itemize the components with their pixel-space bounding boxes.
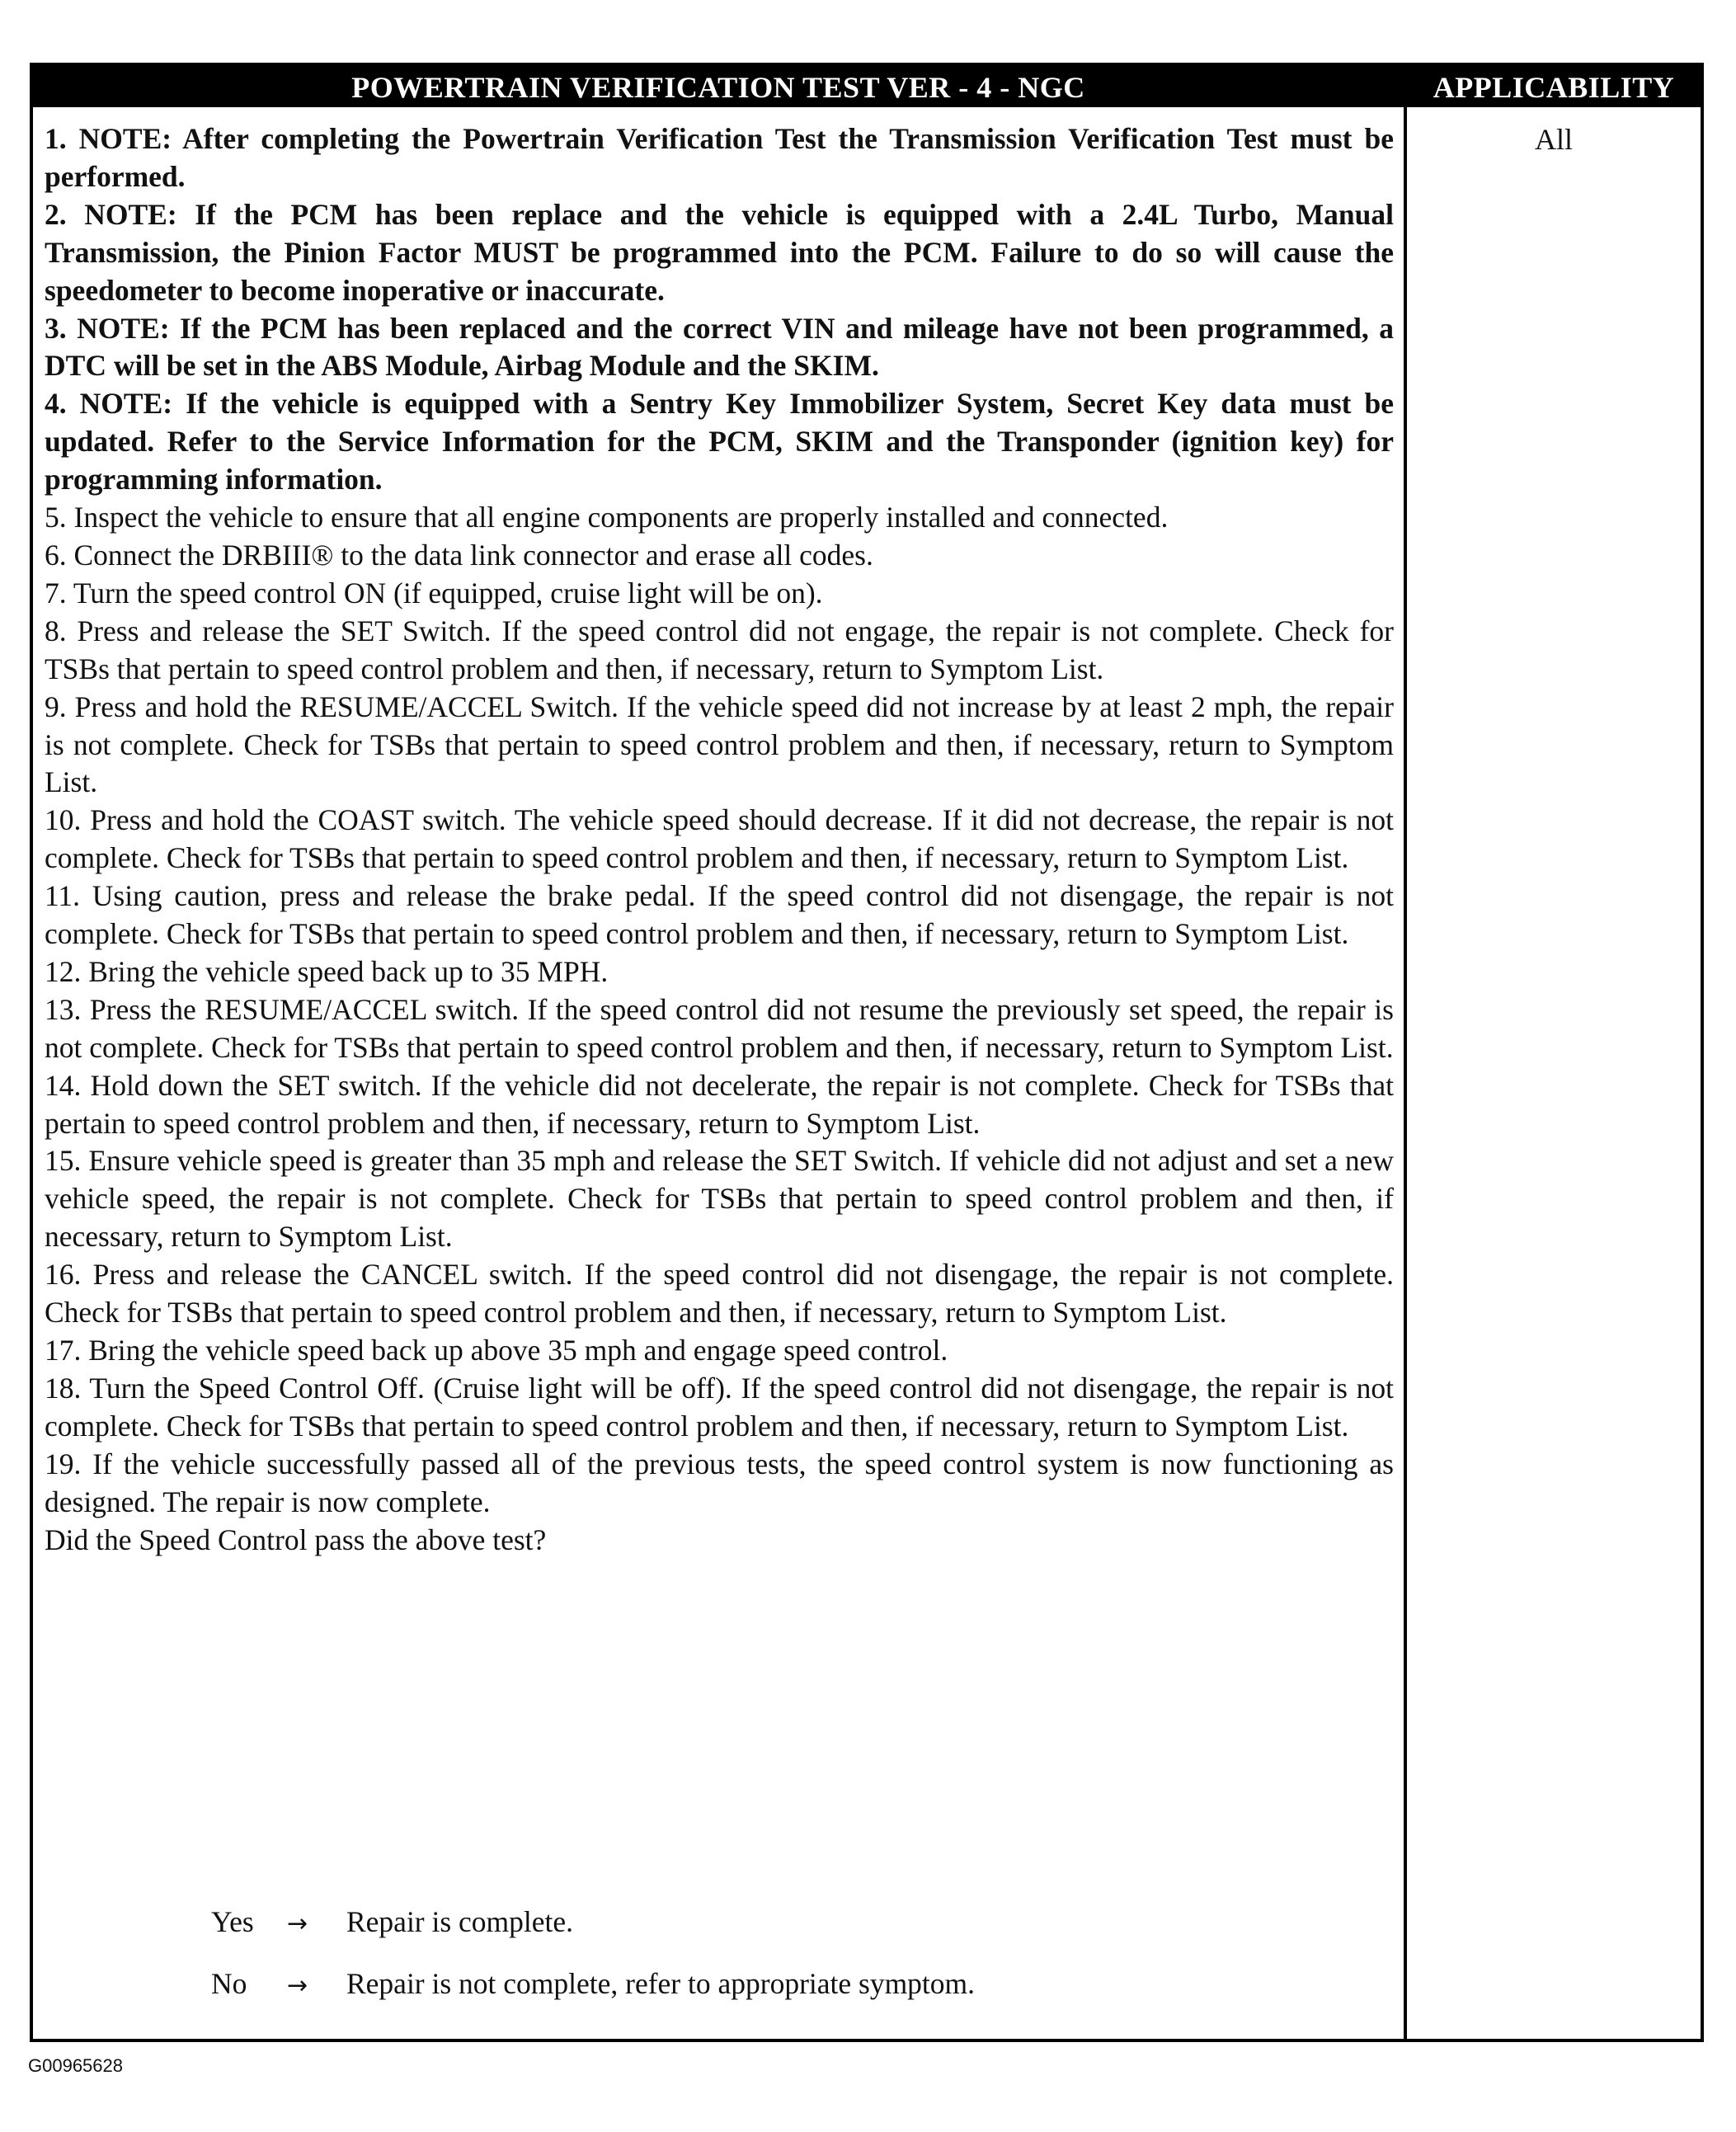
step-7: 7. Turn the speed control ON (if equipped, cruise light will be on). — [45, 576, 823, 609]
step-9: 9. Press and hold the RESUME/ACCEL Switch. If the vehicle speed did not increase by at least 2 mph, the repair is not complete. Check for TSBs that pertain to speed control problem and then, if necessary, return to Symptom List. — [45, 689, 1394, 799]
step-4: 4. NOTE: If the vehicle is equipped with a Sentry Key Immobilizer System, Secret Key data must be updated. Refer to the Service Information for the PCM, SKIM and the Transponder (ignition key) for programming information. — [45, 387, 1394, 497]
step-6: 6. Connect the DRBIII® to the data link connector and erase all codes. — [45, 538, 873, 572]
step-3: 3. NOTE: If the PCM has been replaced and the correct VIN and mileage have not been programmed, a DTC will be set in the ABS Module, Airbag Module and the SKIM. — [45, 311, 1394, 383]
figure-id: G00965628 — [28, 2055, 123, 2076]
step-14: 14. Hold down the SET switch. If the vehicle did not decelerate, the repair is not complete. Check for TSBs that pertain to speed control problem and then, if necessary, return to Symptom List. — [45, 1068, 1394, 1140]
test-question: Did the Speed Control pass the above test? — [45, 1523, 547, 1556]
column-divider — [1404, 66, 1407, 2039]
step-1: 1. NOTE: After completing the Powertrain Verification Test the Transmission Verification Test must be performed. — [45, 122, 1394, 193]
step-16: 16. Press and release the CANCEL switch. If the speed control did not disengage, the repair is not complete. Check for TSBs that pertain to speed control problem and then, if necessary, return to Symptom List. — [45, 1258, 1394, 1330]
right-arrow-icon: → — [287, 1971, 308, 2000]
applicability-header: APPLICABILITY — [1433, 71, 1675, 104]
step-10: 10. Press and hold the COAST switch. The vehicle speed should decrease. If it did not decrease, the repair is not complete. Check for TSBs that pertain to speed control problem and then, if necessary, return to Symptom List. — [45, 803, 1394, 875]
applicability-value: All — [1534, 123, 1573, 156]
step-11: 11. Using caution, press and release the brake pedal. If the speed control did not disengage, the repair is not complete. Check for TSBs that pertain to speed control problem and then, if necessary, return to Symptom List. — [45, 879, 1394, 951]
step-19: 19. If the vehicle successfully passed all of the previous tests, the speed control system is now functioning as designed. The repair is now complete. — [45, 1447, 1394, 1518]
step-12: 12. Bring the vehicle speed back up to 35 MPH. — [45, 954, 609, 988]
verification-test-table — [30, 63, 1704, 2042]
right-arrow-icon: → — [287, 1909, 308, 1938]
step-13: 13. Press the RESUME/ACCEL switch. If the speed control did not resume the previously set speed, the repair is not complete. Check for TSBs that pertain to speed control problem and then, if necessary, return to Symptom List. — [45, 992, 1394, 1064]
test-title: POWERTRAIN VERIFICATION TEST VER - 4 - NGC — [351, 71, 1085, 104]
answer-no — [211, 1965, 975, 2027]
answer-label: Yes — [211, 1905, 254, 1938]
step-15: 15. Ensure vehicle speed is greater than 35 mph and release the SET Switch. If vehicle did not adjust and set a new vehicle speed, the repair is not complete. Check for TSBs that pertain to speed control problem and then, if necessary, return to Symptom List. — [45, 1144, 1394, 1254]
step-17: 17. Bring the vehicle speed back up above 35 mph and engage speed control. — [45, 1334, 948, 1367]
answer-options — [211, 1904, 975, 2027]
answer-label: No — [211, 1967, 247, 2000]
procedure-steps — [45, 120, 1394, 1559]
answer-result: Repair is complete. — [346, 1905, 574, 1938]
step-5: 5. Inspect the vehicle to ensure that all engine components are properly installed and connected. — [45, 501, 1169, 534]
step-2: 2. NOTE: If the PCM has been replace and the vehicle is equipped with a 2.4L Turbo, Manual Transmission, the Pinion Factor MUST be programmed into the PCM. Failure to do so will cause the speedometer to become inoperative or inaccurate. — [45, 197, 1394, 307]
answer-result: Repair is not complete, refer to appropriate symptom. — [346, 1967, 976, 2000]
step-8: 8. Press and release the SET Switch. If the speed control did not engage, the repair is not complete. Check for TSBs that pertain to speed control problem and then, if necessary, return to Symptom List. — [45, 614, 1394, 685]
step-18: 18. Turn the Speed Control Off. (Cruise light will be off). If the speed control did not disengage, the repair is not complete. Check for TSBs that pertain to speed control problem and then, if necessary, return to Symptom List. — [45, 1371, 1394, 1443]
answer-yes — [211, 1904, 975, 1965]
table-header — [33, 66, 1701, 107]
